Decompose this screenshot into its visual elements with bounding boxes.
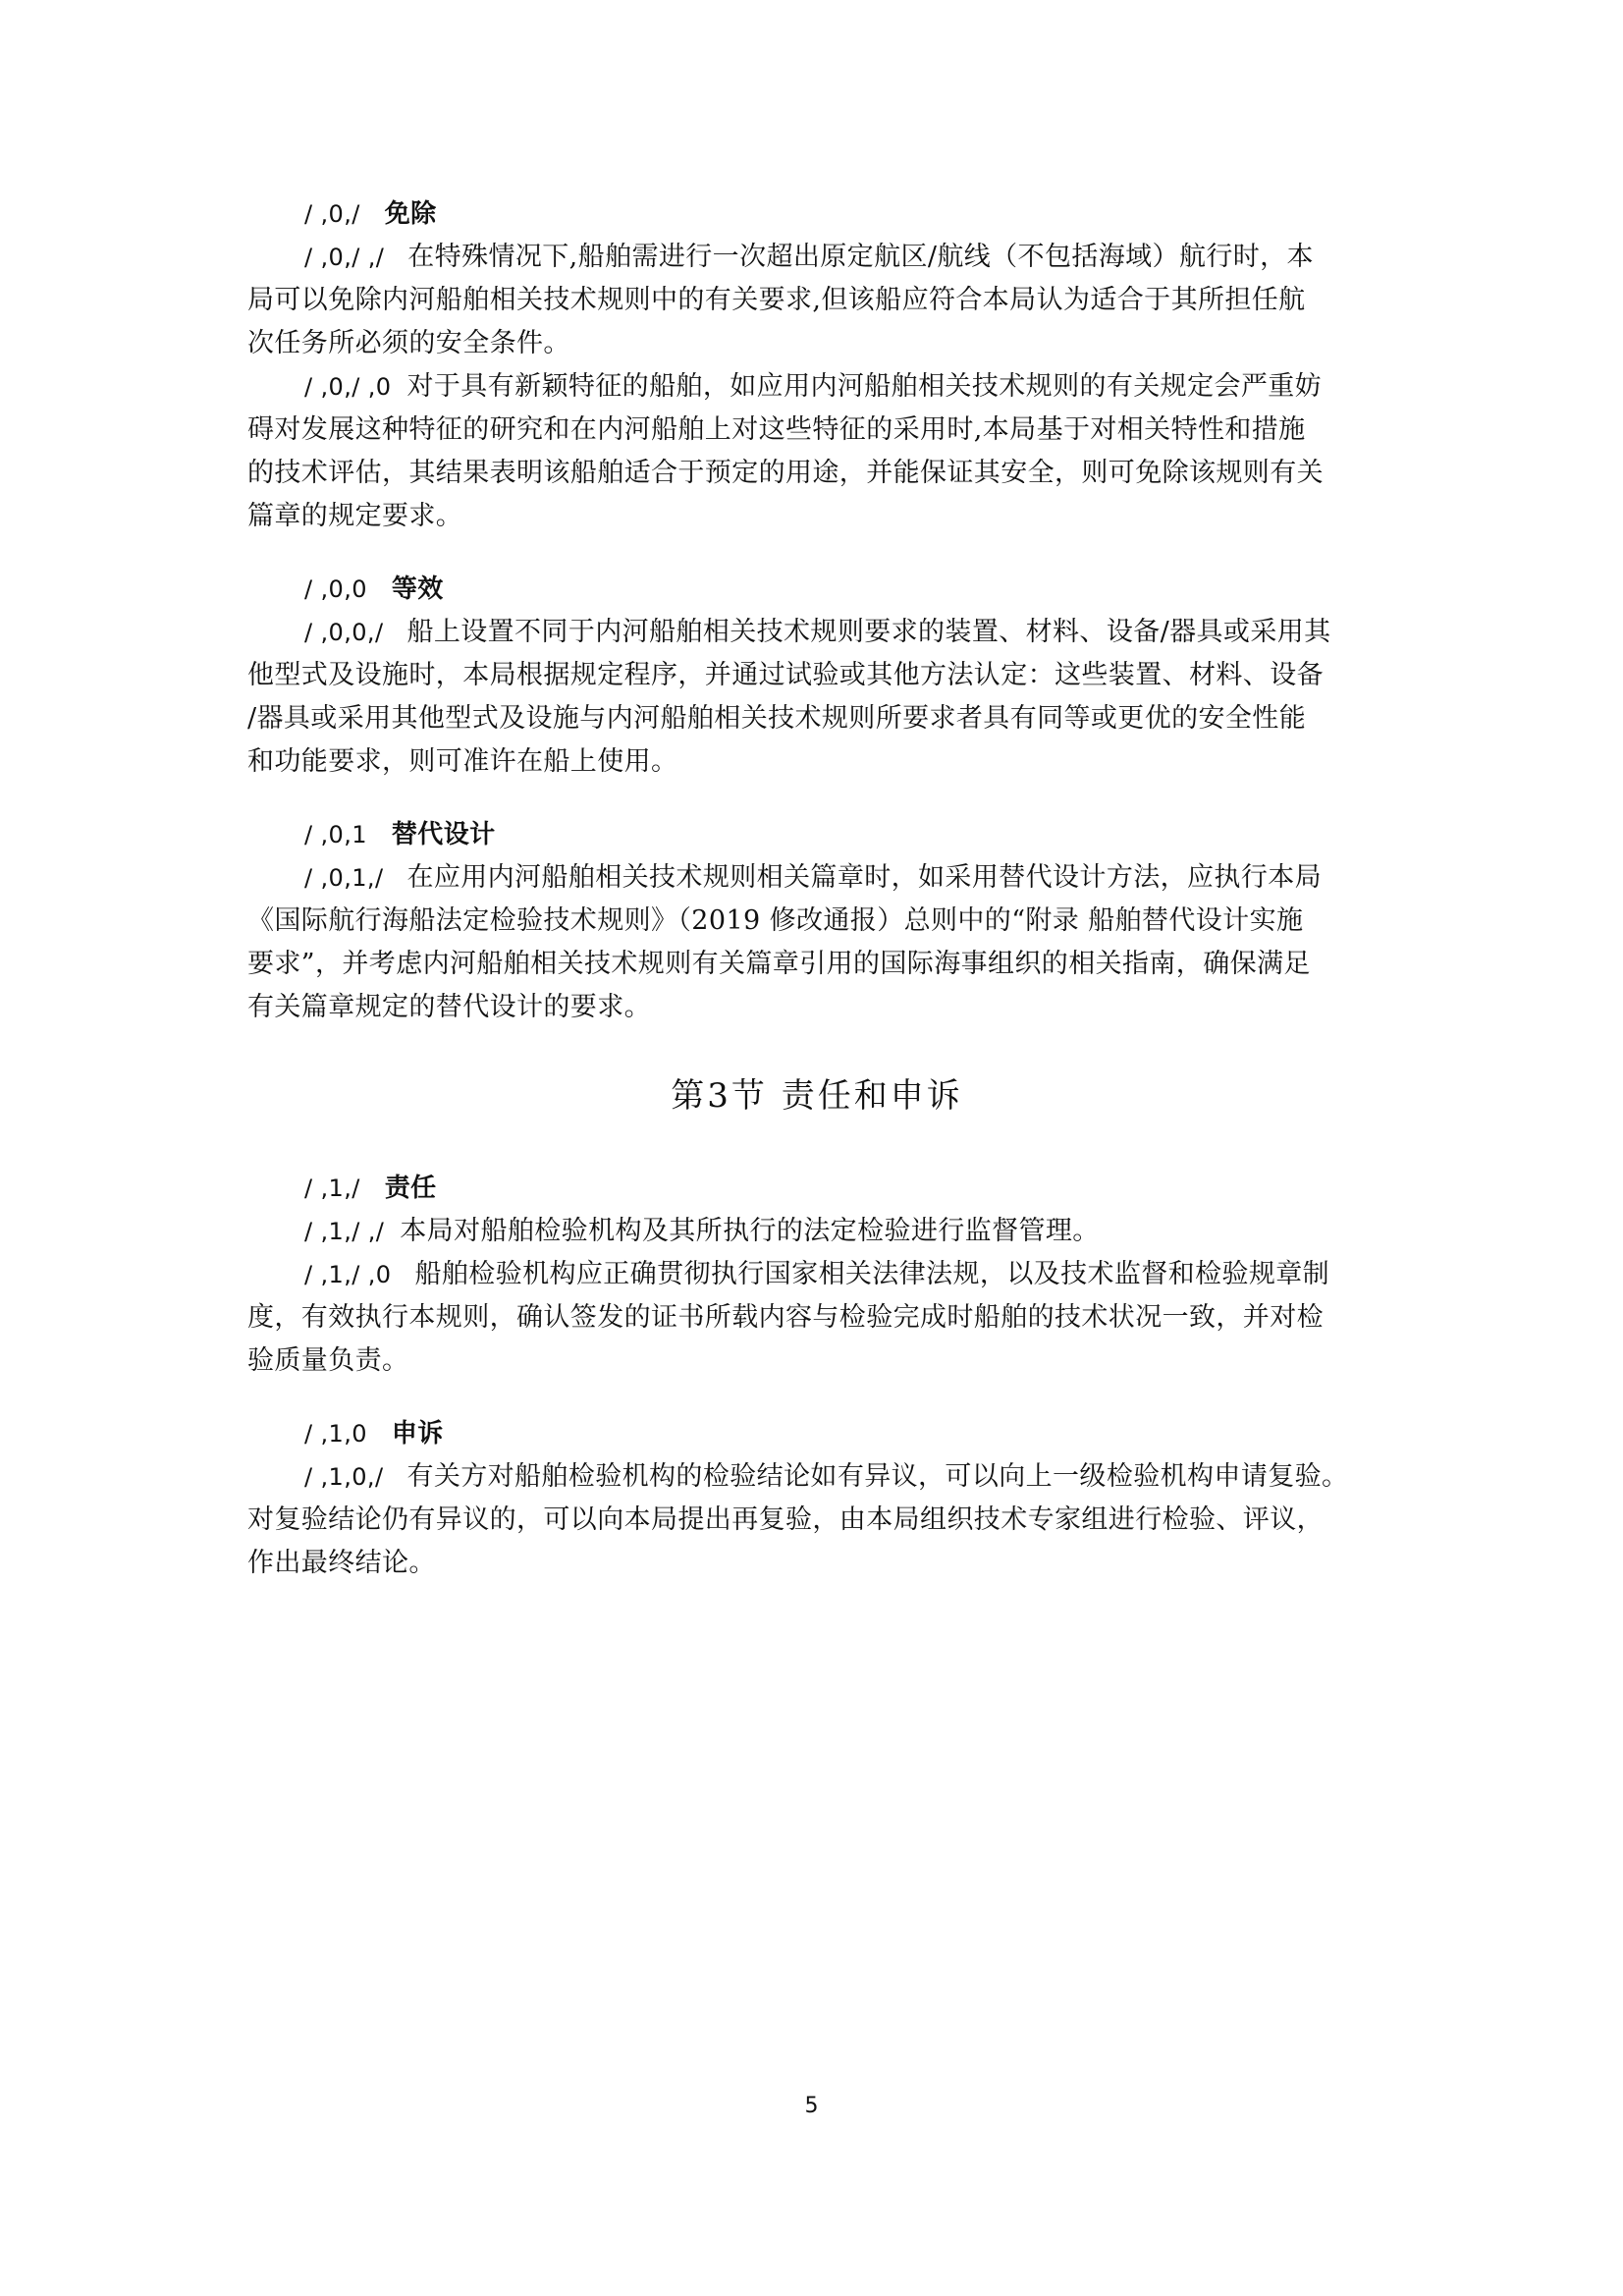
paragraph-line: 次任务所必须的安全条件。	[247, 328, 570, 358]
heading-number: / ,1,/	[304, 1175, 360, 1202]
clause-number: / ,0,1,/	[304, 864, 384, 892]
clause-text: 本局对船舶检验机构及其所执行的法定检验进行监督管理。	[400, 1216, 1100, 1246]
spacer	[247, 538, 1386, 568]
heading-title: 申诉	[391, 1419, 444, 1449]
paragraph-line: 的技术评估，其结果表明该船舶适合于预定的用途，并能保证其安全，则可免除该规则有关	[247, 458, 1324, 488]
heading-responsibility	[247, 1167, 1386, 1210]
paragraph-line	[247, 1455, 1386, 1499]
paragraph-line: 作出最终结论。	[247, 1548, 436, 1578]
paragraph-line: 要求”，并考虑内河船舶相关技术规则有关篇章引用的国际海事组织的相关指南，确保满足	[247, 949, 1311, 979]
heading-title: 替代设计	[391, 820, 496, 849]
paragraph-line: 度，有效执行本规则，确认签发的证书所载内容与检验完成时船舶的技术状况一致，并对检	[247, 1302, 1324, 1333]
clause-number: / ,0,/ ,0	[304, 373, 392, 401]
paragraph-line	[247, 236, 1386, 279]
heading-title: 免除	[384, 199, 437, 229]
heading-number: / ,0,0	[304, 575, 367, 603]
heading-alternative-design	[247, 813, 1386, 856]
heading-equivalence	[247, 568, 1386, 611]
heading-appeal	[247, 1412, 1386, 1455]
paragraph-line: 验质量负责。	[247, 1345, 409, 1376]
paragraph-line: 对复验结论仍有异议的，可以向本局提出再复验，由本局组织技术专家组进行检验、评议，	[247, 1504, 1324, 1535]
heading-number: / ,0,/	[304, 200, 360, 228]
section-title: 第3节 责任和申诉	[671, 1076, 963, 1116]
clause-text: 有关方对船舶检验机构的检验结论如有异议，可以向上一级检验机构申请复验。	[406, 1461, 1349, 1492]
clause-number: / ,1,/ ,0	[304, 1261, 392, 1288]
paragraph-line	[247, 856, 1386, 900]
heading-number: / ,0,1	[304, 821, 367, 848]
paragraph-line: 他型式及设施时，本局根据规定程序，并通过试验或其他方法认定：这些装置、材料、设备	[247, 660, 1324, 690]
clause-number: / ,1,/ ,/	[304, 1218, 385, 1245]
paragraph-line: 和功能要求，则可准许在船上使用。	[247, 746, 678, 777]
spacer	[247, 784, 1386, 813]
paragraph-line	[247, 1210, 1386, 1253]
paragraph-line	[247, 1253, 1386, 1296]
heading-number: / ,1,0	[304, 1420, 367, 1448]
paragraph-line: /器具或采用其他型式及设施与内河船舶相关技术规则所要求者具有同等或更优的安全性能	[247, 703, 1307, 734]
paragraph-line: 篇章的规定要求。	[247, 501, 463, 531]
spacer	[247, 1383, 1386, 1412]
clause-text: 船上设置不同于内河船舶相关技术规则要求的装置、材料、设备/器具或采用其	[406, 617, 1331, 647]
page-number: 5	[804, 2094, 819, 2118]
paragraph-line: 碍对发展这种特征的研究和在内河船舶上对这些特征的采用时,本局基于对相关特性和措施	[247, 414, 1306, 445]
clause-text: 对于具有新颖特征的船舶，如应用内河船舶相关技术规则的有关规定会严重妨	[406, 371, 1323, 402]
clause-text: 船舶检验机构应正确贯彻执行国家相关法律法规，以及技术监督和检验规章制	[414, 1259, 1330, 1289]
paragraph-line: 《国际航行海船法定检验技术规则》（2019 修改通报）总则中的“附录 船舶替代设计实施	[247, 905, 1304, 936]
clause-text: 在应用内河船舶相关技术规则相关篇章时，如采用替代设计方法，应执行本局	[406, 862, 1323, 893]
heading-title: 等效	[391, 574, 444, 604]
clause-text: 在特殊情况下,船舶需进行一次超出原定航区/航线（不包括海域）航行时，本	[407, 242, 1314, 272]
clause-number: / ,1,0,/	[304, 1463, 384, 1491]
heading-exemption	[247, 192, 1386, 236]
paragraph-line	[247, 365, 1386, 409]
heading-title: 责任	[384, 1174, 437, 1203]
document-body	[247, 192, 1386, 1585]
paragraph-line: 局可以免除内河船舶相关技术规则中的有关要求,但该船应符合本局认为适合于其所担任航	[247, 285, 1306, 315]
clause-number: / ,0,0,/	[304, 619, 384, 646]
paragraph-line: 有关篇章规定的替代设计的要求。	[247, 992, 651, 1022]
clause-number: / ,0,/ ,/	[304, 244, 385, 271]
paragraph-line	[247, 611, 1386, 654]
